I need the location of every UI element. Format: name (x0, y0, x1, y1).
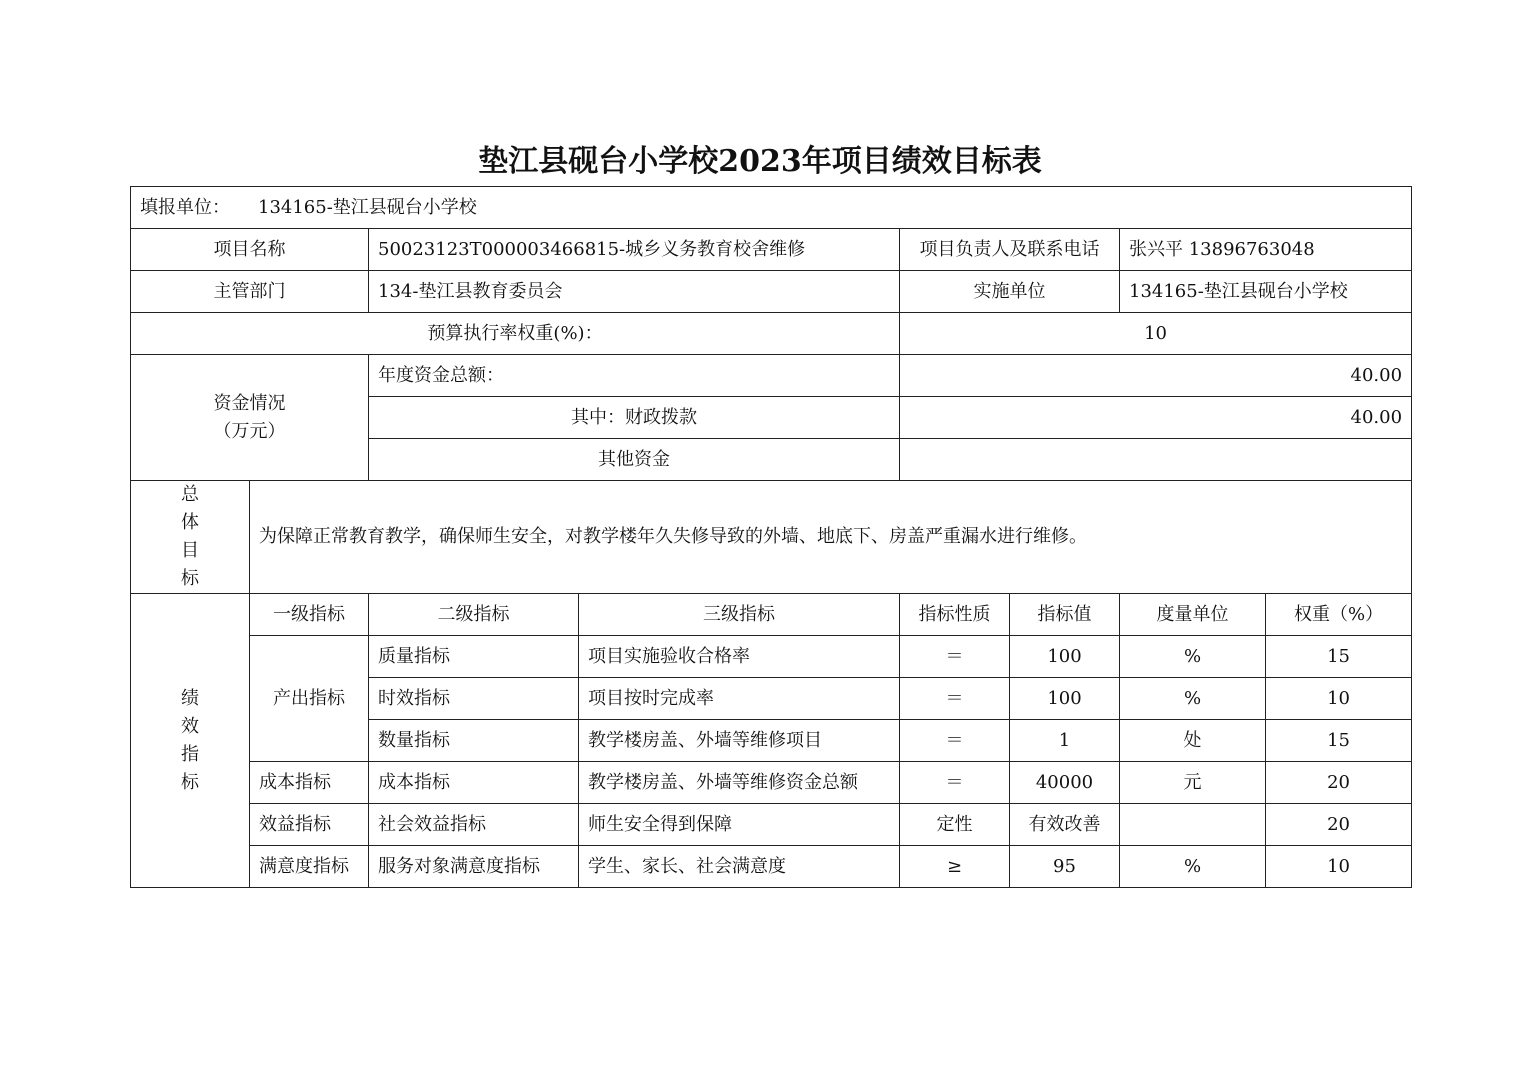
table-row (131, 846, 1412, 888)
table-row (131, 804, 1412, 846)
nature-cell: ＝ (900, 762, 1010, 804)
budget-weight-label: 预算执行率权重(%)： (131, 313, 900, 355)
unit-cell: 元 (1120, 762, 1266, 804)
funds-label-line2: （万元） (213, 420, 286, 442)
level1-cell: 成本指标 (250, 762, 369, 804)
dept-label: 主管部门 (131, 271, 369, 313)
value-cell: 100 (1010, 678, 1120, 720)
indicators-section-label-text: 绩效指标 (181, 687, 199, 793)
weight-cell: 10 (1266, 846, 1412, 888)
indicator-header-row (131, 594, 1412, 636)
goal-text: 为保障正常教育教学，确保师生安全，对教学楼年久失修导致的外墙、地底下、房盖严重漏水进行维修。 (250, 481, 1412, 594)
weight-cell: 15 (1266, 636, 1412, 678)
nature-cell: 定性 (900, 804, 1010, 846)
funds-total-label: 年度资金总额： (369, 355, 900, 397)
contact-value: 张兴平 13896763048 (1120, 229, 1412, 271)
funds-other-value (900, 439, 1412, 481)
unit-cell: % (1120, 636, 1266, 678)
budget-weight-row (131, 313, 1412, 355)
weight-cell: 20 (1266, 804, 1412, 846)
funds-label-line1: 资金情况 (213, 392, 286, 414)
level1-cell: 效益指标 (250, 804, 369, 846)
contact-label: 项目负责人及联系电话 (900, 229, 1120, 271)
weight-cell: 20 (1266, 762, 1412, 804)
output-indicator-label: 产出指标 (250, 636, 369, 762)
weight-cell: 10 (1266, 678, 1412, 720)
level2-cell: 数量指标 (369, 720, 579, 762)
project-name-row (131, 229, 1412, 271)
dept-row (131, 271, 1412, 313)
unit-cell (1120, 804, 1266, 846)
table-row (131, 636, 1412, 678)
impl-label: 实施单位 (900, 271, 1120, 313)
unit-cell: % (1120, 678, 1266, 720)
header-unit: 度量单位 (1120, 594, 1266, 636)
indicators-section-label (131, 594, 250, 888)
funds-total-row (131, 355, 1412, 397)
project-name-value: 50023123T000003466815-城乡义务教育校舍维修 (369, 229, 900, 271)
funds-label (131, 355, 369, 481)
funds-fiscal-label: 其中：财政拨款 (369, 397, 900, 439)
filler-row (131, 187, 1412, 229)
level1-cell: 满意度指标 (250, 846, 369, 888)
table-row (131, 762, 1412, 804)
performance-target-table (130, 186, 1412, 888)
unit-cell: % (1120, 846, 1266, 888)
budget-weight-value: 10 (900, 313, 1412, 355)
value-cell: 有效改善 (1010, 804, 1120, 846)
page-title: 垫江县砚台小学校2023年项目绩效目标表 (478, 144, 1042, 179)
filler-cell (131, 187, 1412, 229)
header-level1: 一级指标 (250, 594, 369, 636)
level3-cell: 项目按时完成率 (579, 678, 900, 720)
level2-cell: 质量指标 (369, 636, 579, 678)
header-weight: 权重（%） (1266, 594, 1412, 636)
nature-cell: ＝ (900, 678, 1010, 720)
nature-cell: ＝ (900, 720, 1010, 762)
impl-value: 134165-垫江县砚台小学校 (1120, 271, 1412, 313)
filler-label: 填报单位： (140, 196, 230, 218)
level3-cell: 学生、家长、社会满意度 (579, 846, 900, 888)
header-value: 指标值 (1010, 594, 1120, 636)
unit-cell: 处 (1120, 720, 1266, 762)
level2-cell: 社会效益指标 (369, 804, 579, 846)
level3-cell: 教学楼房盖、外墙等维修资金总额 (579, 762, 900, 804)
value-cell: 95 (1010, 846, 1120, 888)
weight-cell: 15 (1266, 720, 1412, 762)
header-level2: 二级指标 (369, 594, 579, 636)
project-name-label: 项目名称 (131, 229, 369, 271)
goal-label-text: 总体目标 (181, 484, 199, 589)
header-nature: 指标性质 (900, 594, 1010, 636)
level3-cell: 师生安全得到保障 (579, 804, 900, 846)
header-level3: 三级指标 (579, 594, 900, 636)
funds-fiscal-value: 40.00 (900, 397, 1412, 439)
goal-label (131, 481, 250, 594)
level3-cell: 教学楼房盖、外墙等维修项目 (579, 720, 900, 762)
dept-value: 134-垫江县教育委员会 (369, 271, 900, 313)
funds-total-value: 40.00 (900, 355, 1412, 397)
value-cell: 1 (1010, 720, 1120, 762)
nature-cell: ＝ (900, 636, 1010, 678)
level2-cell: 成本指标 (369, 762, 579, 804)
filler-value: 134165-垫江县砚台小学校 (258, 196, 477, 218)
level2-cell: 服务对象满意度指标 (369, 846, 579, 888)
value-cell: 40000 (1010, 762, 1120, 804)
value-cell: 100 (1010, 636, 1120, 678)
funds-other-label: 其他资金 (369, 439, 900, 481)
goal-row (131, 481, 1412, 594)
nature-cell: ≥ (900, 846, 1010, 888)
level3-cell: 项目实施验收合格率 (579, 636, 900, 678)
level2-cell: 时效指标 (369, 678, 579, 720)
